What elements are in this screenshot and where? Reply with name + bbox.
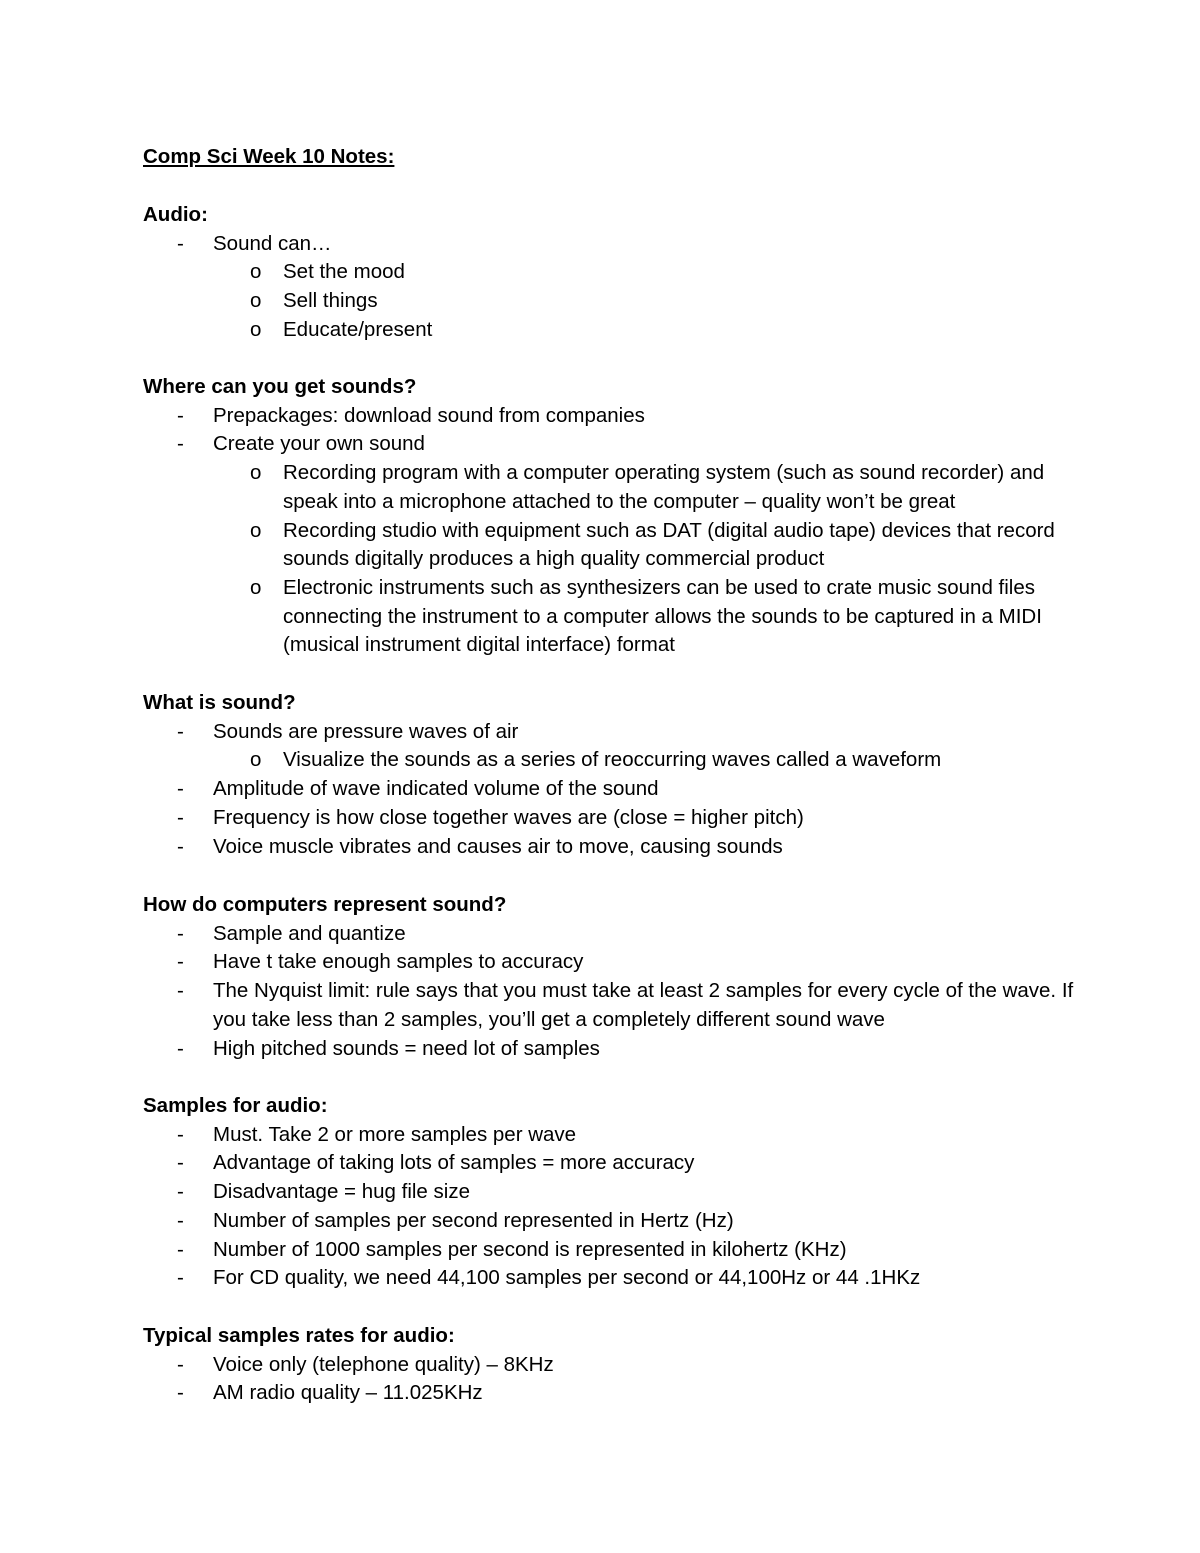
list-item [143,230,1103,259]
dash-bullet: - [177,921,184,945]
dash-bullet: - [177,719,184,743]
sub-list-item [143,316,1103,345]
list-item [143,977,1103,1034]
dash-bullet: - [177,1381,184,1405]
list-item-text: Voice only (telephone quality) – 8KHz [213,1352,554,1376]
sub-list-item [143,517,1103,574]
list-item-text: Sound can… [213,231,332,255]
sub-list-item-text: Set the mood [283,260,405,284]
sub-list-item [143,574,1103,660]
dash-bullet: - [177,1208,184,1232]
list-item [143,1035,1103,1064]
sub-list-item-text: Electronic instruments such as synthesizers can be used to crate music sound files connecting the instrument to a computer allows the sounds to be captured in a MIDI (musical instrument digital interface) format [283,575,1042,657]
list-item [143,1178,1103,1207]
section-heading: Samples for audio: [143,1094,328,1117]
list-item [143,1149,1103,1178]
section-heading: What is sound? [143,691,296,714]
list-item-text: Prepackages: download sound from companies [213,403,645,427]
section-how-computers [143,891,1103,1063]
list-item [143,430,1103,459]
circle-bullet: o [250,260,262,284]
list-item [143,1121,1103,1150]
list-item [143,718,1103,747]
sub-list-item-text: Visualize the sounds as a series of reoccurring waves called a waveform [283,748,942,772]
list-item-text: Frequency is how close together waves are (close = higher pitch) [213,805,804,829]
list-item [143,1351,1103,1380]
dash-bullet: - [177,950,184,974]
sub-list-item-text: Educate/present [283,317,433,341]
sub-list-item [143,287,1103,316]
section-typical-rates [143,1322,1103,1408]
sub-list-item [143,746,1103,775]
list-item [143,833,1103,862]
list-item [143,1236,1103,1265]
section-samples-audio [143,1092,1103,1293]
dash-bullet: - [177,231,184,255]
dash-bullet: - [177,1237,184,1261]
list-item [143,920,1103,949]
list-item-text: Have t take enough samples to accuracy [213,950,584,974]
dash-bullet: - [177,1352,184,1376]
list-item-text: For CD quality, we need 44,100 samples per second or 44,100Hz or 44 .1HKz [213,1266,921,1290]
dash-bullet: - [177,1266,184,1290]
circle-bullet: o [250,289,262,313]
circle-bullet: o [250,518,262,542]
list-item-text: Amplitude of wave indicated volume of the sound [213,777,659,801]
circle-bullet: o [250,575,262,599]
circle-bullet: o [250,317,262,341]
page-title: Comp Sci Week 10 Notes: [143,145,395,168]
section-heading: Where can you get sounds? [143,375,417,398]
sub-list-item-text: Sell things [283,289,378,313]
list-item [143,1264,1103,1293]
section-where-sounds [143,373,1103,660]
sub-list-item [143,459,1103,516]
sub-list-item-text: Recording program with a computer operating system (such as sound recorder) and speak into a microphone attached to the computer – quality won’t be great [283,461,1045,513]
dash-bullet: - [177,1036,184,1060]
dash-bullet: - [177,834,184,858]
list-item-text: Voice muscle vibrates and causes air to move, causing sounds [213,834,783,858]
list-item-text: Sounds are pressure waves of air [213,719,519,743]
list-item-text: Number of samples per second represented in Hertz (Hz) [213,1208,734,1232]
section-heading: Audio: [143,203,208,226]
list-item-text: Must. Take 2 or more samples per wave [213,1122,577,1146]
sub-list-item-text: Recording studio with equipment such as DAT (digital audio tape) devices that record sounds digitally produces a high quality commercial product [283,518,1055,571]
dash-bullet: - [177,432,184,456]
sub-list-item [143,258,1103,287]
circle-bullet: o [250,461,262,485]
list-item [143,804,1103,833]
list-item-text: High pitched sounds = need lot of samples [213,1036,600,1060]
dash-bullet: - [177,403,184,427]
list-item-text: Create your own sound [213,432,425,456]
list-item [143,775,1103,804]
dash-bullet: - [177,805,184,829]
list-item-text: AM radio quality – 11.025KHz [213,1381,483,1405]
list-item-text: Disadvantage = hug file size [213,1180,470,1204]
dash-bullet: - [177,1180,184,1204]
dash-bullet: - [177,1151,184,1175]
list-item [143,948,1103,977]
dash-bullet: - [177,979,184,1003]
dash-bullet: - [177,777,184,801]
list-item [143,1207,1103,1236]
section-what-is-sound [143,689,1103,861]
list-item-text: The Nyquist limit: rule says that you must take at least 2 samples for every cycle of the wave. If you take less than 2 samples, you’ll get a completely different sound wave [213,979,1074,1031]
list-item [143,1379,1103,1408]
list-item-text: Advantage of taking lots of samples = more accuracy [213,1151,695,1175]
list-item-text: Number of 1000 samples per second is represented in kilohertz (KHz) [213,1237,847,1261]
section-heading: Typical samples rates for audio: [143,1324,455,1347]
list-item-text: Sample and quantize [213,921,406,945]
dash-bullet: - [177,1122,184,1146]
section-audio [143,201,1103,345]
list-item [143,402,1103,431]
circle-bullet: o [250,748,262,772]
section-heading: How do computers represent sound? [143,893,507,916]
